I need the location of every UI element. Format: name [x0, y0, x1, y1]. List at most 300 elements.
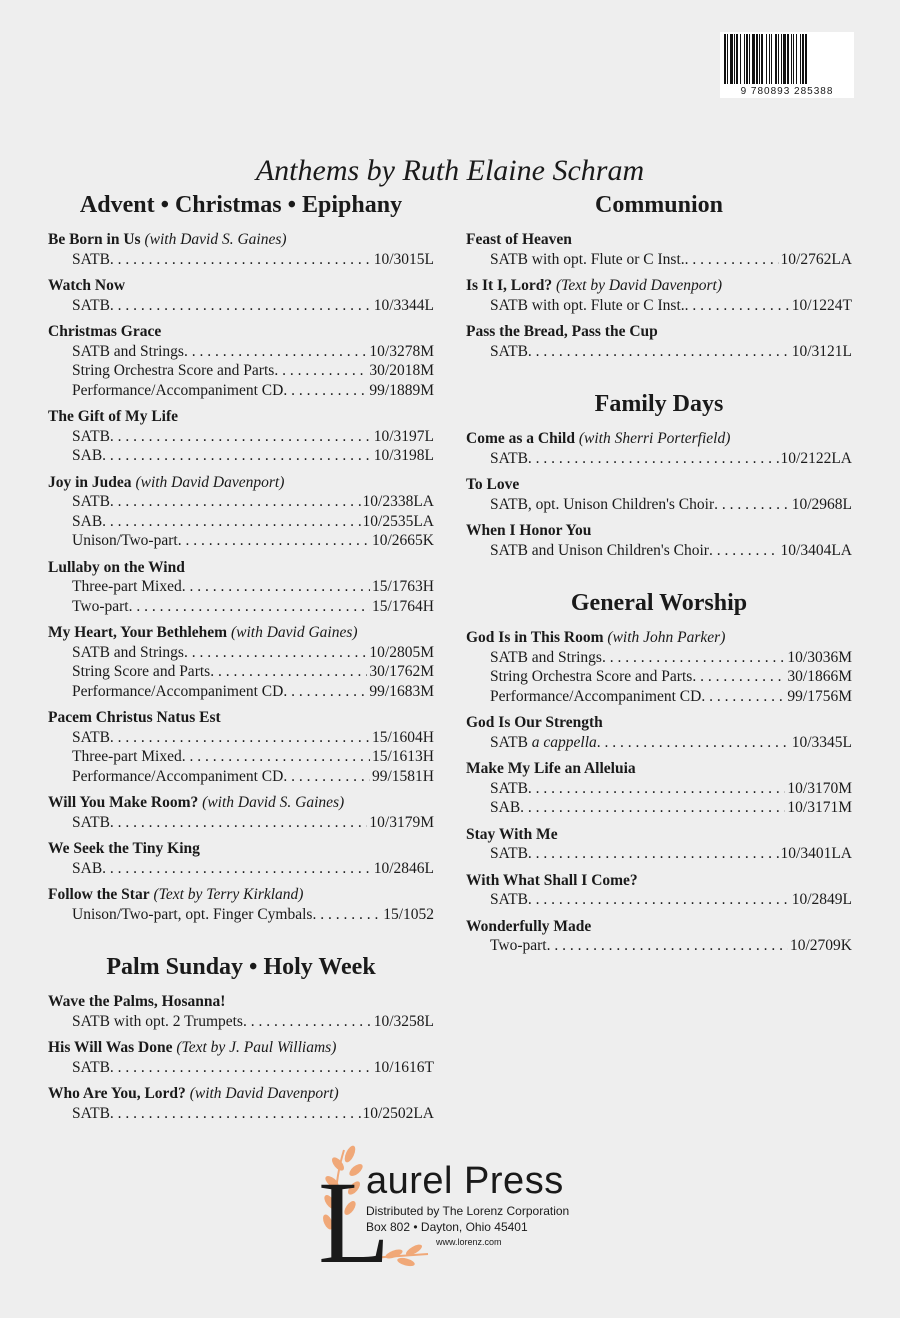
leader-dots [210, 662, 367, 682]
leader-dots [692, 667, 785, 687]
anthem-credit: (with David S. Gaines) [144, 231, 287, 248]
voicing-row [48, 767, 434, 787]
anthem-entry [48, 839, 434, 878]
voicing-label [72, 1012, 243, 1032]
anthem-title-line [48, 1084, 434, 1104]
catalog-number: 10/3036M [787, 648, 852, 666]
catalog-number: 10/3179M [369, 813, 434, 831]
voicing-label-text: Three-part Mixed [72, 578, 182, 595]
anthem-title: Wonderfully Made [466, 917, 592, 935]
voicing-row [466, 687, 852, 707]
voicing-label-text: SATB [72, 1058, 110, 1076]
left-column [48, 190, 434, 1130]
voicing-label-text: SATB [490, 733, 528, 751]
voicing-label [72, 643, 184, 663]
anthem-title-line [466, 475, 852, 495]
catalog-number: 10/2122LA [780, 449, 852, 467]
voicing-label [490, 798, 520, 818]
anthem-title-line [48, 276, 434, 296]
anthem-entry [48, 623, 434, 701]
voicing-label-text: SATB and Strings [490, 648, 602, 666]
anthem-entry [466, 322, 852, 361]
catalog-section [48, 190, 434, 924]
anthem-title-line [48, 623, 434, 643]
voicing-label-text: SATB [72, 493, 110, 510]
anthem-entry [48, 473, 434, 551]
voicing-label [490, 936, 547, 956]
anthem-entry [466, 917, 852, 956]
voicing-row [48, 813, 434, 833]
catalog-number: 10/3198L [373, 447, 434, 464]
catalog-number: 10/3171M [787, 799, 852, 816]
catalog-number: 30/1866M [787, 668, 852, 685]
voicing-label-text: SATB and Unison Children's Choir [490, 541, 709, 559]
catalog-number: 10/2535LA [362, 512, 434, 530]
catalog-section [48, 952, 434, 1123]
anthem-title: Is It I, Lord? [466, 277, 553, 294]
voicing-label [72, 577, 182, 597]
leader-dots [714, 495, 790, 515]
anthem-entry [466, 429, 852, 468]
catalog-number: 10/3170M [787, 779, 852, 797]
voicing-label [72, 381, 283, 401]
voicing-label-text: SAB [72, 447, 103, 464]
voicing-row [48, 446, 434, 466]
voicing-label [72, 342, 184, 362]
leader-dots [110, 813, 368, 833]
anthem-title-line [48, 793, 434, 813]
voicing-label-text: SATB [490, 779, 528, 797]
anthem-credit: (with David Davenport) [189, 1085, 339, 1102]
catalog-number: 10/3121L [791, 342, 852, 360]
leader-dots [110, 492, 361, 512]
catalog-number: 10/3404LA [780, 541, 852, 559]
catalog-number: 10/2338LA [362, 493, 434, 510]
anthem-title-line [466, 521, 852, 541]
catalog-number: 10/3344L [373, 296, 434, 314]
voicing-label-text: SATB [490, 342, 528, 360]
leader-dots [685, 250, 779, 270]
voicing-label [490, 250, 685, 270]
voicing-row [466, 250, 852, 270]
voicing-row [466, 296, 852, 316]
anthem-title-line [466, 429, 852, 449]
catalog-number: 10/3401LA [780, 845, 852, 862]
voicing-label [72, 859, 102, 879]
anthem-credit: (with John Parker) [607, 629, 726, 646]
anthem-title-line [48, 1038, 434, 1058]
voicing-row [48, 250, 434, 270]
catalog-number: 10/2762LA [780, 250, 852, 268]
leader-dots [184, 643, 367, 663]
leader-dots [685, 296, 790, 316]
catalog-number: 10/2846L [373, 859, 434, 877]
anthem-title: Joy in Judea [48, 473, 132, 491]
anthem-title-line [48, 322, 434, 342]
leader-dots [528, 779, 786, 799]
anthem-entry [48, 793, 434, 832]
anthem-title: Will You Make Room? [48, 794, 199, 811]
leader-dots [102, 512, 360, 532]
catalog-number: 10/3345L [791, 733, 852, 751]
anthem-entry [466, 628, 852, 706]
publisher-name: aurel Press [366, 1160, 564, 1202]
anthem-title-line [48, 230, 434, 250]
anthem-title: Come as a Child [466, 430, 575, 447]
voicing-row [466, 844, 852, 864]
anthem-entry [48, 407, 434, 466]
leader-dots [102, 446, 372, 466]
anthem-title-line [466, 230, 852, 250]
leader-dots [528, 449, 779, 469]
anthem-entry [466, 276, 852, 315]
voicing-label [72, 446, 102, 466]
voicing-row [48, 361, 434, 381]
voicing-label [72, 250, 110, 270]
catalog-number: 10/2502LA [362, 1104, 434, 1122]
voicing-row [48, 728, 434, 748]
catalog-number: 10/3197L [373, 427, 434, 445]
leader-dots [110, 250, 372, 270]
publisher-logo [310, 1142, 600, 1272]
voicing-label [72, 682, 283, 702]
catalog-number: 30/2018M [369, 362, 434, 379]
anthem-title: Who Are You, Lord? [48, 1085, 186, 1102]
voicing-row [48, 342, 434, 362]
anthem-title: Watch Now [48, 277, 126, 294]
voicing-label-text: Performance/Accompaniment CD [72, 381, 284, 399]
leader-dots [283, 682, 367, 702]
voicing-label-text: SATB [72, 250, 110, 268]
voicing-label [72, 767, 283, 787]
voicing-row [48, 1058, 434, 1078]
catalog-number: 10/1616T [373, 1058, 434, 1076]
catalog-number: 15/1052 [383, 905, 434, 923]
voicing-label-text: Performance/Accompaniment CD [72, 767, 284, 785]
voicing-label [72, 813, 110, 833]
voicing-label [72, 597, 129, 617]
voicing-label [72, 296, 110, 316]
voicing-label [72, 531, 178, 551]
leader-dots [709, 541, 779, 561]
voicing-label-text: Two-part [490, 937, 547, 954]
voicing-label-text: SAB [72, 859, 103, 877]
voicing-label [490, 648, 602, 668]
voicing-label-text: Performance/Accompaniment CD [72, 682, 284, 700]
isbn-number: 9 780893 285388 [740, 86, 834, 97]
voicing-label [72, 512, 102, 532]
voicing-label-text: SATB [490, 891, 528, 908]
voicing-label-text: String Orchestra Score and Parts [72, 362, 275, 379]
anthem-entry [466, 230, 852, 269]
logo-letter: L [318, 1157, 391, 1272]
voicing-label-text: SATB and Strings [72, 643, 184, 661]
catalog-number: 99/1889M [369, 381, 434, 399]
voicing-label-text: Performance/Accompaniment CD [490, 687, 702, 705]
leader-dots [597, 733, 790, 753]
anthem-entry [466, 759, 852, 818]
catalog-number: 10/2968L [791, 495, 852, 513]
anthem-credit: (Text by David Davenport) [556, 277, 723, 294]
anthem-title: Christmas Grace [48, 323, 162, 340]
publisher-address: Box 802 • Dayton, Ohio 45401 [366, 1220, 528, 1234]
anthem-credit: (with David Gaines) [230, 624, 358, 641]
leader-dots [602, 648, 785, 668]
voicing-label [490, 667, 692, 687]
publisher-distributor: Distributed by The Lorenz Corporation [366, 1204, 570, 1218]
voicing-label-text: SATB, opt. Unison Children's Choir [490, 495, 715, 513]
anthem-entry [48, 992, 434, 1031]
anthem-credit: (with Sherri Porterfield) [578, 430, 731, 447]
leader-dots [110, 1104, 361, 1124]
catalog-number: 10/3258L [373, 1012, 434, 1030]
anthem-title: Follow the Star [48, 886, 150, 903]
anthem-title-line [466, 871, 852, 891]
voicing-label-text: SATB [72, 1104, 110, 1122]
voicing-label-text: SATB with opt. Flute or C Inst. [490, 296, 685, 314]
anthem-title: We Seek the Tiny King [48, 840, 200, 857]
anthem-entry [48, 230, 434, 269]
voicing-label-text: String Orchestra Score and Parts [490, 668, 693, 685]
voicing-row [48, 905, 434, 925]
anthem-credit: (Text by Terry Kirkland) [153, 886, 304, 903]
section-heading: Family Days [594, 391, 724, 417]
section-heading: Palm Sunday • Holy Week [106, 954, 376, 980]
leader-dots [528, 844, 779, 864]
catalog-number: 10/2849L [791, 891, 852, 908]
anthem-title: Lullaby on the Wind [48, 558, 185, 576]
voicing-row [48, 682, 434, 702]
barcode-bar [807, 34, 808, 84]
anthem-title-line [466, 825, 852, 845]
voicing-row [466, 449, 852, 469]
leader-dots [547, 936, 788, 956]
leader-dots [184, 342, 367, 362]
publisher-url: www.lorenz.com [436, 1237, 502, 1247]
voicing-row [48, 427, 434, 447]
catalog-number: 30/1762M [369, 663, 434, 680]
voicing-row [48, 643, 434, 663]
voicing-row [48, 492, 434, 512]
anthem-title-line [466, 322, 852, 342]
voicing-label [490, 541, 709, 561]
voicing-row [48, 296, 434, 316]
catalog-number: 10/3278M [369, 342, 434, 360]
anthem-title: Wave the Palms, Hosanna! [48, 993, 226, 1010]
voicing-label [72, 1058, 110, 1078]
anthem-credit: (with David Davenport) [135, 473, 285, 491]
anthem-entry [48, 708, 434, 786]
voicing-row [466, 667, 852, 687]
anthem-title-line [48, 473, 434, 493]
anthem-title: Pass the Bread, Pass the Cup [466, 323, 658, 340]
anthem-entry [466, 713, 852, 752]
voicing-label-text: SAB [490, 799, 521, 816]
voicing-row [466, 733, 852, 753]
catalog-number: 10/2709K [790, 937, 852, 954]
voicing-label [490, 342, 528, 362]
leader-dots [110, 296, 372, 316]
voicing-label-italic: a cappella [531, 733, 597, 751]
anthem-title: Be Born in Us [48, 231, 141, 248]
voicing-label-text: Two-part [72, 597, 129, 615]
anthem-title: To Love [466, 476, 520, 493]
anthem-title-line [466, 628, 852, 648]
voicing-row [466, 779, 852, 799]
voicing-label-text: Unison/Two-part [72, 532, 178, 549]
voicing-label [72, 662, 210, 682]
anthem-entry [48, 558, 434, 617]
catalog-number: 15/1764H [372, 597, 434, 615]
voicing-label-text: SATB [490, 449, 528, 467]
voicing-label-text: String Score and Parts [72, 663, 211, 680]
right-column [466, 190, 852, 963]
voicing-row [48, 381, 434, 401]
catalog-number: 15/1613H [372, 748, 434, 765]
anthem-title-line [48, 558, 434, 578]
anthem-title: Pacem Christus Natus Est [48, 709, 221, 726]
anthem-entry [466, 825, 852, 864]
voicing-label-text: SATB [72, 813, 110, 831]
voicing-label [490, 449, 528, 469]
section-heading: Communion [594, 192, 724, 218]
catalog-section [466, 389, 852, 560]
voicing-label [72, 728, 110, 748]
voicing-label-text: Unison/Two-part, opt. Finger Cymbals [72, 905, 313, 923]
anthem-title: God Is in This Room [466, 629, 604, 646]
catalog-number: 15/1604H [372, 728, 434, 746]
leader-dots [243, 1012, 372, 1032]
anthem-title-line [466, 713, 852, 733]
catalog-number: 10/3015L [373, 250, 434, 268]
leader-dots [182, 577, 370, 597]
anthem-title-line [466, 917, 852, 937]
voicing-label [72, 747, 182, 767]
anthem-title: With What Shall I Come? [466, 871, 638, 889]
anthem-title-line [48, 839, 434, 859]
voicing-row [466, 342, 852, 362]
anthem-entry [48, 885, 434, 924]
anthem-credit: (Text by J. Paul Williams) [176, 1039, 337, 1056]
voicing-label-text: SATB with opt. Flute or C Inst. [490, 250, 685, 268]
anthem-entry [48, 322, 434, 400]
leader-dots [283, 381, 367, 401]
catalog-number: 10/2805M [369, 643, 434, 661]
leader-dots [102, 859, 372, 879]
voicing-label [490, 733, 597, 753]
voicing-row [48, 597, 434, 617]
voicing-label [490, 890, 528, 910]
voicing-label [490, 296, 685, 316]
catalog-number: 10/2665K [372, 532, 434, 549]
leader-dots [110, 728, 370, 748]
voicing-label-text: SATB [72, 728, 110, 746]
leader-dots [528, 890, 790, 910]
voicing-row [466, 890, 852, 910]
voicing-label-text: SATB [72, 296, 110, 314]
barcode [720, 32, 854, 98]
voicing-label [72, 492, 110, 512]
section-heading: Advent • Christmas • Epiphany [79, 192, 403, 218]
voicing-label-text: SATB [72, 427, 110, 445]
catalog-section [466, 588, 852, 956]
anthem-entry [466, 871, 852, 910]
voicing-row [466, 495, 852, 515]
leader-dots [110, 1058, 372, 1078]
anthem-title-line [466, 276, 852, 296]
voicing-label-text: SATB [490, 845, 528, 862]
anthem-title-line [48, 992, 434, 1012]
voicing-label-text: Three-part Mixed [72, 748, 182, 765]
voicing-row [48, 512, 434, 532]
anthem-title: My Heart, Your Bethlehem [48, 624, 228, 641]
voicing-label-text: SATB and Strings [72, 342, 184, 360]
voicing-row [48, 531, 434, 551]
section-heading: General Worship [570, 590, 748, 616]
voicing-label [72, 427, 110, 447]
voicing-label-text: SATB with opt. 2 Trumpets [72, 1012, 243, 1030]
voicing-label [490, 495, 714, 515]
leader-dots [182, 747, 370, 767]
leader-dots [312, 905, 381, 925]
anthem-entry [48, 1084, 434, 1123]
voicing-row [48, 662, 434, 682]
voicing-row [48, 1012, 434, 1032]
anthem-title-line [48, 407, 434, 427]
catalog-section [466, 190, 852, 361]
voicing-label [72, 905, 312, 925]
barcode-bars [724, 34, 850, 84]
anthem-title: Stay With Me [466, 825, 558, 843]
leader-dots [283, 767, 370, 787]
anthem-title-line [48, 885, 434, 905]
anthem-title: His Will Was Done [48, 1039, 173, 1056]
voicing-label [490, 844, 528, 864]
leader-dots [520, 798, 785, 818]
voicing-label [72, 361, 274, 381]
anthem-entry [466, 521, 852, 560]
voicing-row [466, 798, 852, 818]
leader-dots [129, 597, 370, 617]
catalog-number: 15/1763H [372, 578, 434, 595]
anthem-entry [48, 276, 434, 315]
voicing-label [72, 1104, 110, 1124]
voicing-label [490, 779, 528, 799]
leader-dots [528, 342, 790, 362]
anthem-title: The Gift of My Life [48, 408, 179, 425]
anthem-title: Make My Life an Alleluia [466, 760, 636, 777]
voicing-row [466, 541, 852, 561]
leader-dots [274, 361, 367, 381]
voicing-row [48, 1104, 434, 1124]
anthem-credit: (with David S. Gaines) [202, 794, 345, 811]
page-title: Anthems by Ruth Elaine Schram [255, 154, 645, 188]
catalog-number: 99/1683M [369, 682, 434, 700]
catalog-number: 99/1581H [372, 767, 434, 785]
voicing-row [466, 936, 852, 956]
voicing-label-text: SAB [72, 512, 103, 530]
voicing-label [490, 687, 701, 707]
anthem-title-line [48, 708, 434, 728]
anthem-title: Feast of Heaven [466, 231, 572, 248]
anthem-entry [466, 475, 852, 514]
catalog-number: 99/1756M [787, 687, 852, 705]
voicing-row [466, 648, 852, 668]
leader-dots [110, 427, 372, 447]
voicing-row [48, 747, 434, 767]
anthem-entry [48, 1038, 434, 1077]
anthem-title-line [466, 759, 852, 779]
